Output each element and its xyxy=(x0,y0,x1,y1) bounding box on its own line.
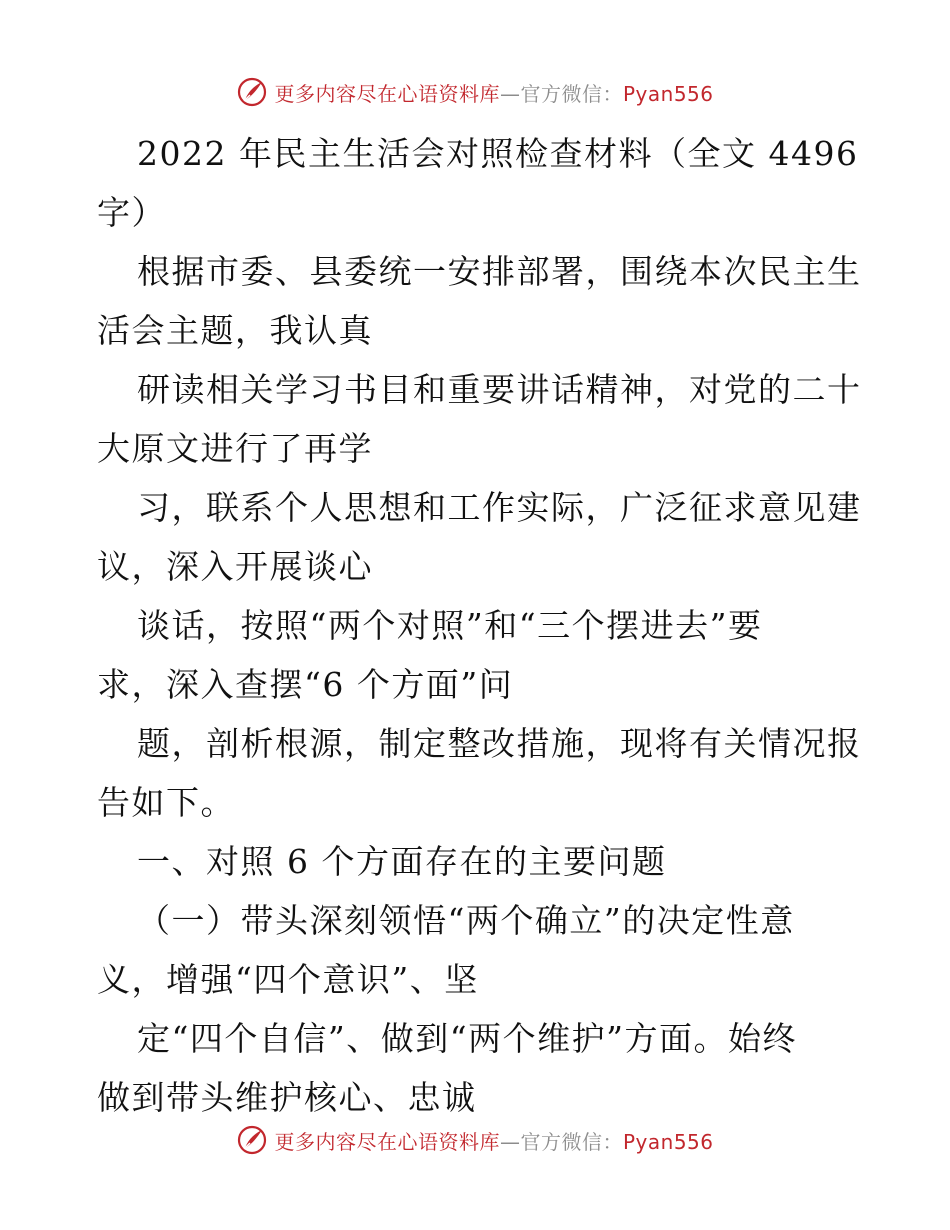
paragraph-talk xyxy=(97,596,857,714)
text-line: 一、对照 6 个方面存在的主要问题 xyxy=(137,842,667,881)
text-line: 做到带头维护核心、忠诚 xyxy=(97,1078,477,1117)
paragraph-report xyxy=(97,714,862,832)
text-line: （一）带头深刻领悟“两个确立”的决定性意 xyxy=(137,901,795,940)
text-line: 研读相关学习书目和重要讲话精神，对党的二十 xyxy=(137,370,862,409)
text-line: 求，深入查摆“6 个方面”问 xyxy=(97,665,514,704)
header-watermark xyxy=(0,70,950,114)
watermark-wechat-id: Pyan556 xyxy=(622,81,714,106)
document-body xyxy=(97,124,862,1127)
paragraph-continuation xyxy=(97,1009,857,1127)
text-line: 谈话，按照“两个对照”和“三个摆进去”要 xyxy=(137,606,763,645)
text-line: 议，深入开展谈心 xyxy=(97,547,373,586)
document-title xyxy=(97,124,857,242)
watermark-wechat-id: Pyan556 xyxy=(622,1129,714,1154)
subsection-heading xyxy=(97,891,857,1009)
text-line: 告如下。 xyxy=(97,783,235,822)
feather-pen-logo-icon xyxy=(236,1124,268,1156)
text-line: 习，联系个人思想和工作实际，广泛征求意见建 xyxy=(137,488,862,527)
text-line: 义，增强“四个意识”、坚 xyxy=(97,960,479,999)
section-heading xyxy=(97,832,857,891)
watermark-group xyxy=(236,1124,713,1156)
text-line: 大原文进行了再学 xyxy=(97,429,373,468)
watermark-title: 更多内容尽在心语资料库 xyxy=(274,1129,500,1154)
watermark-group xyxy=(236,76,713,108)
feather-pen-logo-icon xyxy=(236,76,268,108)
paragraph-study xyxy=(97,360,862,478)
paragraph-intro xyxy=(97,242,862,360)
footer-watermark xyxy=(0,1118,950,1162)
text-line: 题，剖析根源，制定整改措施，现将有关情况报 xyxy=(137,724,862,763)
text-line: 活会主题，我认真 xyxy=(97,311,373,350)
text-line: 2022 年民主生活会对照检查材料（全文 4496 xyxy=(137,134,859,173)
text-line: 定“四个自信”、做到“两个维护”方面。始终 xyxy=(137,1019,797,1058)
watermark-text xyxy=(274,1126,713,1155)
watermark-wechat-label: —官方微信： xyxy=(499,1129,623,1154)
paragraph-contact xyxy=(97,478,862,596)
text-line: 根据市委、县委统一安排部署，围绕本次民主生 xyxy=(137,252,862,291)
text-line: 字） xyxy=(97,193,166,232)
watermark-title: 更多内容尽在心语资料库 xyxy=(274,81,500,106)
watermark-wechat-label: —官方微信： xyxy=(499,81,623,106)
watermark-text xyxy=(274,78,713,107)
